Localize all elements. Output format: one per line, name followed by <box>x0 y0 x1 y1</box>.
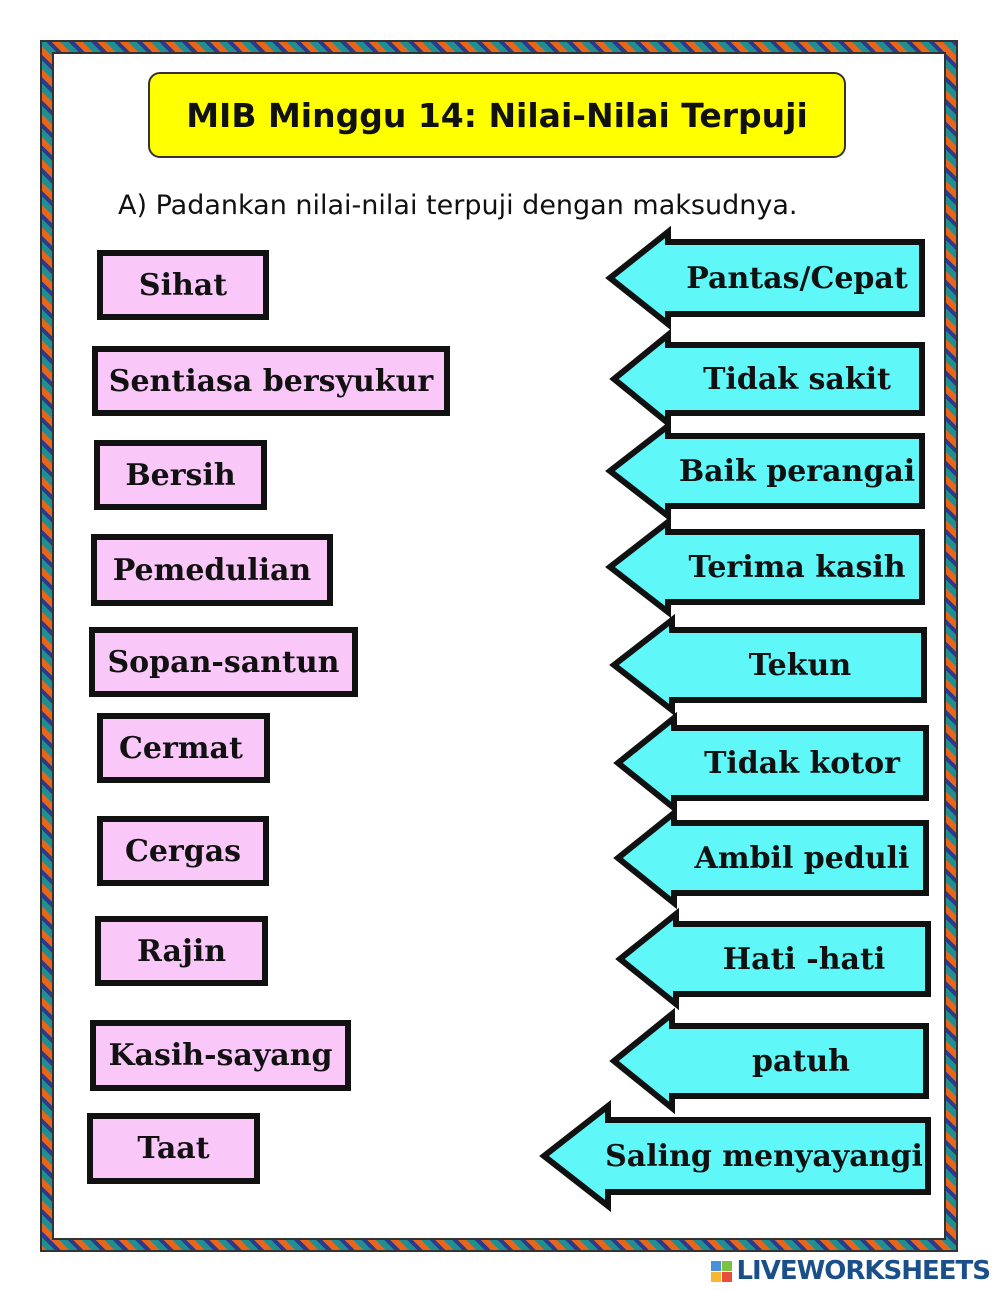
term-box[interactable]: Cermat <box>97 713 270 783</box>
term-box[interactable]: Bersih <box>94 440 267 510</box>
meaning-arrow[interactable] <box>606 424 926 518</box>
meaning-label: Tidak sakit <box>703 361 891 397</box>
instruction-text: A) Padankan nilai-nilai terpuji dengan maksudnya. <box>118 190 798 221</box>
term-box[interactable]: Sentiasa bersyukur <box>92 346 450 416</box>
meaning-label: Tidak kotor <box>704 745 900 781</box>
meaning-arrow[interactable] <box>610 333 926 425</box>
meaning-label: Pantas/Cepat <box>686 260 908 296</box>
term-box[interactable]: Kasih-sayang <box>90 1020 351 1091</box>
term-box[interactable]: Sopan-santun <box>89 627 358 697</box>
meaning-arrow[interactable] <box>610 1012 930 1110</box>
liveworksheets-logo-icon <box>711 1261 732 1282</box>
meaning-arrow[interactable] <box>606 520 926 614</box>
brand-text: LIVEWORKSHEETS <box>736 1256 990 1286</box>
meaning-label: Saling menyayangi <box>605 1138 923 1174</box>
meaning-arrow[interactable] <box>610 618 928 712</box>
meaning-arrow[interactable] <box>540 1104 932 1208</box>
meaning-arrow[interactable] <box>606 230 926 326</box>
meaning-arrow[interactable] <box>616 912 932 1006</box>
term-box[interactable]: Sihat <box>97 250 269 320</box>
meaning-label: patuh <box>752 1043 850 1079</box>
meaning-label: Hati -hati <box>722 941 886 977</box>
meaning-label: Terima kasih <box>688 549 906 585</box>
meaning-label: Tekun <box>748 647 852 683</box>
meaning-label: Baik perangai <box>678 453 916 489</box>
term-box[interactable]: Taat <box>87 1113 260 1184</box>
meaning-arrow[interactable] <box>614 716 930 810</box>
term-box[interactable]: Rajin <box>95 916 268 986</box>
term-box[interactable]: Pemedulian <box>91 534 333 606</box>
page-title: MIB Minggu 14: Nilai-Nilai Terpuji <box>148 72 846 158</box>
term-box[interactable]: Cergas <box>97 816 269 886</box>
liveworksheets-brand <box>711 1256 990 1286</box>
meaning-arrow[interactable] <box>614 811 930 905</box>
meaning-label: Ambil peduli <box>694 840 910 876</box>
